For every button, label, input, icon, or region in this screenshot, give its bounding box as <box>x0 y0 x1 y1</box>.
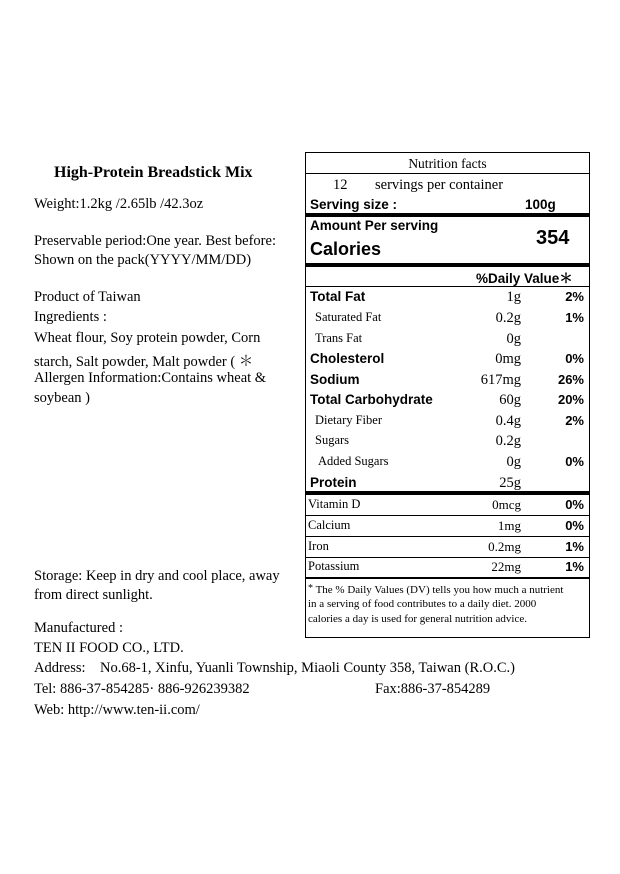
nutrient-name: Added Sugars <box>318 454 389 468</box>
nutrient-row-added-sugars <box>306 452 589 472</box>
nutrient-amount: 0.2g <box>495 310 521 326</box>
nutrient-name: Dietary Fiber <box>315 413 382 427</box>
vitamin-amount: 22mg <box>491 559 521 574</box>
vitamin-name: Iron <box>308 539 329 553</box>
nutrient-amount: 617mg <box>480 372 521 388</box>
footnote-mark: * <box>308 583 313 594</box>
nutrient-name: Sodium <box>310 372 360 387</box>
servings-text: servings per container <box>375 177 504 193</box>
footnote-line3: calories a day is used for general nutrition advice. <box>308 613 528 625</box>
calories-label: Calories <box>310 239 382 259</box>
vitamin-dv: 0% <box>565 497 584 512</box>
nutrient-name: Trans Fat <box>315 331 363 345</box>
vitamin-dv: 1% <box>565 539 584 554</box>
nutrient-dv: 20% <box>557 392 584 407</box>
nutrient-dv: 1% <box>565 310 584 325</box>
divider <box>306 173 589 174</box>
amount-per-serving: Amount Per serving <box>310 218 439 233</box>
nutrient-amount: 25g <box>499 475 521 491</box>
nutrient-dv: 0% <box>565 351 584 366</box>
ingredients-label: Ingredients : <box>34 309 107 325</box>
footnote-line2: in a serving of food contributes to a daily diet. 2000 <box>308 598 537 610</box>
ingredients-line: Wheat flour, Soy protein powder, Corn <box>34 330 261 346</box>
ingredients-line: Allergen Information:Contains wheat & <box>34 370 267 386</box>
company-name: TEN II FOOD CO., LTD. <box>34 640 184 656</box>
nutrient-name: Total Fat <box>310 289 366 304</box>
nutrient-dv: 2% <box>565 289 584 304</box>
nutrient-amount: 0g <box>506 331 521 347</box>
ingredients-line: soybean ) <box>34 390 90 406</box>
vitamin-row-vitamin-d <box>306 495 589 515</box>
ingredients-line: starch, Salt powder, Malt powder ( ＊ <box>34 354 254 370</box>
calories-value: 354 <box>536 227 570 249</box>
fax-text: Fax:886-37-854289 <box>375 681 491 697</box>
nutrient-name: Saturated Fat <box>315 310 382 324</box>
servings-count: 12 <box>333 177 348 193</box>
vitamin-dv: 0% <box>565 518 584 533</box>
nutrient-amount: 1g <box>506 289 521 305</box>
product-title: High-Protein Breadstick Mix <box>54 164 253 181</box>
vitamin-amount: 1mg <box>497 518 521 533</box>
vitamin-name: Vitamin D <box>308 497 361 511</box>
preservable-period-line2: Shown on the pack(YYYY/MM/DD) <box>34 252 252 268</box>
nutrient-row-cholesterol <box>306 349 589 369</box>
address-text: No.68-1, Xinfu, Yuanli Township, Miaoli County 358, Taiwan (R.O.C.) <box>100 660 515 676</box>
nutrient-row-dietary-fiber <box>306 411 589 431</box>
nutrition-facts-panel <box>305 152 590 638</box>
nutrition-header: Nutrition facts <box>408 156 487 171</box>
nutrient-row-total-carbohydrate <box>306 390 589 410</box>
nutrient-name: Cholesterol <box>310 351 385 366</box>
nutrient-row-sugars <box>306 431 589 451</box>
footnote-text-1: The % Daily Values (DV) tells you how much a nutrient <box>315 584 564 596</box>
divider <box>306 577 589 579</box>
vitamin-amount: 0mcg <box>492 497 521 512</box>
weight-text: Weight:1.2kg /2.65lb /42.3oz <box>34 196 204 212</box>
nutrient-row-sodium <box>306 370 589 390</box>
serving-size-label: Serving size : <box>310 197 398 212</box>
nutrient-row-trans-fat <box>306 329 589 349</box>
nutrient-dv: 26% <box>557 372 584 387</box>
nutrient-row-saturated-fat <box>306 308 589 328</box>
vitamin-row-calcium <box>306 516 589 536</box>
serving-size-value: 100g <box>525 197 556 212</box>
tel-text: Tel: 886-37-854285· 886-926239382 <box>34 681 250 697</box>
nutrient-dv: 0% <box>565 454 584 469</box>
vitamin-row-iron <box>306 537 589 557</box>
nutrient-dv: 2% <box>565 413 584 428</box>
vitamin-dv: 1% <box>565 559 584 574</box>
nutrient-row-protein <box>306 473 589 493</box>
address-label: Address: <box>34 660 86 676</box>
nutrient-amount: 0.4g <box>495 413 521 429</box>
nutrient-amount: 0mg <box>495 351 521 367</box>
nutrient-amount: 0.2g <box>495 433 521 449</box>
preservable-period-line1: Preservable period:One year. Best before: <box>34 233 276 249</box>
web-link[interactable]: Web: http://www.ten-ii.com/ <box>34 702 200 718</box>
nutrient-amount: 0g <box>506 454 521 470</box>
vitamin-name: Calcium <box>308 518 351 532</box>
storage-line1: Storage: Keep in dry and cool place, away <box>34 568 280 584</box>
footnote-line1 <box>308 583 563 596</box>
nutrient-name: Sugars <box>315 433 350 447</box>
nutrient-name: Protein <box>310 475 357 490</box>
vitamin-name: Potassium <box>308 559 360 573</box>
thick-divider <box>306 213 589 217</box>
origin-text: Product of Taiwan <box>34 289 141 305</box>
nutrient-name: Total Carbohydrate <box>310 392 433 407</box>
nutrient-amount: 60g <box>499 392 521 408</box>
vitamin-row-potassium <box>306 557 589 577</box>
vitamin-amount: 0.2mg <box>488 539 521 554</box>
nutrient-row-total-fat <box>306 287 589 307</box>
storage-line2: from direct sunlight. <box>34 587 153 603</box>
manufactured-label: Manufactured : <box>34 620 123 636</box>
daily-value-header: %Daily Value＊ <box>476 271 573 286</box>
